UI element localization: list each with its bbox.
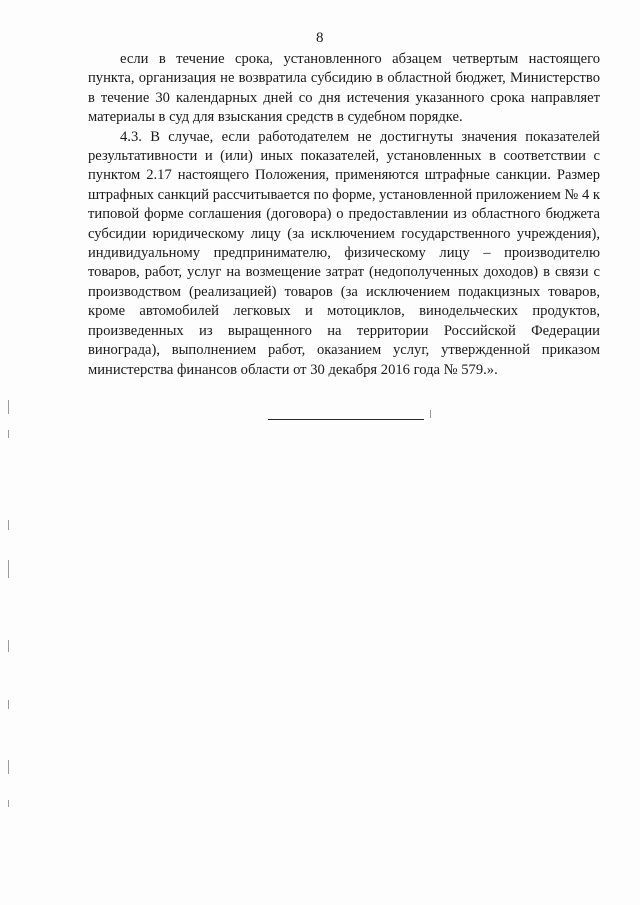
scan-artifact	[8, 400, 9, 414]
closing-rule-line	[268, 419, 424, 420]
paragraph-4-3-penalties: 4.3. В случае, если работодателем не достигнуты значения показателей результативности и (или) иных показателей, установленных в соответствии с пунктом 2.17 настоящего Положения, применяются штрафные санкции. Размер штрафных санкций рассчитывается по форме, установленной приложением № 4 к типовой форме соглашения (договора) о предоставлении из областного бюджета субсидии юридическому лицу (за исключением государственного учреждения), индивидуальному предпринимателю, физическому лицу – производителю товаров, работ, услуг на возмещение затрат (недополученных доходов) в связи с производством (реализацией) товаров (за исключением подакцизных товаров, кроме автомобилей легковых и мотоциклов, винодельческих продуктов, произведенных из выращенного на территории Российской Федерации винограда), выполнением работ, оказанием услуг, утвержденной приказом министерства финансов области от 30 декабря 2016 года № 579.».	[88, 128, 600, 378]
scan-artifact	[8, 640, 9, 652]
scan-artifact	[430, 410, 431, 418]
scan-artifact	[8, 430, 9, 438]
scan-artifact	[8, 700, 9, 709]
paragraph-return-subsidy: если в течение срока, установленного абзацем четвертым настоящего пункта, организация не возвратила субсидию в областной бюджет, Министерство в течение 30 календарных дней со дня истечения указанного срока направляет материалы в суд для взыскания средств в судебном порядке.	[88, 51, 600, 126]
document-body	[88, 50, 600, 380]
scan-artifact	[8, 800, 9, 807]
scan-artifact	[8, 760, 9, 774]
scan-artifact	[8, 520, 9, 530]
page-number: 8	[316, 30, 324, 46]
scan-artifact	[8, 560, 9, 578]
